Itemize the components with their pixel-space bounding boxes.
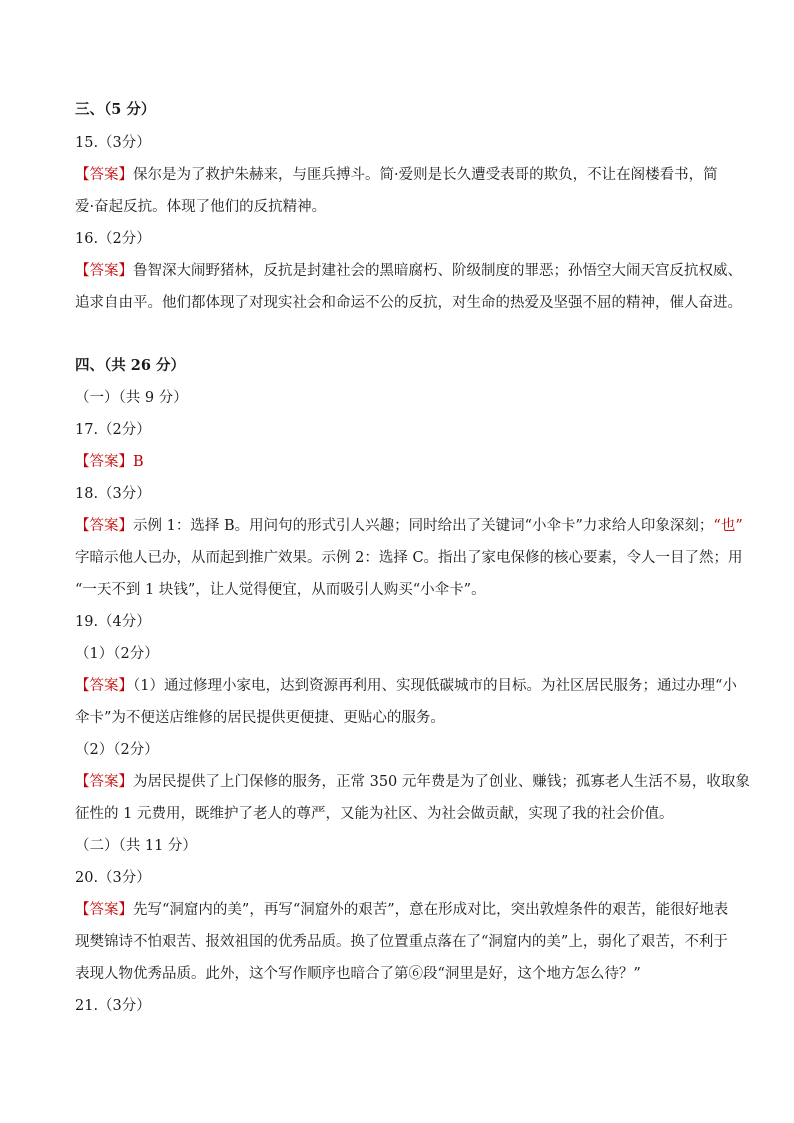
- question-15-number: 15.（3分）: [75, 135, 151, 151]
- answer-tag: 【答案】: [75, 774, 133, 790]
- question-19-sub-1-answer-line-2: 伞卡”为不便送店维修的居民提供更便捷、更贴心的服务。: [75, 710, 445, 726]
- answer-tag: 【答案】: [75, 518, 133, 534]
- question-18-answer-line-2: 字暗示他人已办，从而起到推广效果。示例 2：选择 C。指出了家电保修的核心要素，令人一目了然；用: [75, 550, 743, 566]
- question-19-number: 19.（4分）: [75, 614, 151, 630]
- question-16-answer-line-2: 追求自由平。他们都体现了对现实社会和命运不公的反抗，对生命的热爱及坚强不屈的精神，催人奋进。: [75, 295, 742, 311]
- question-15-answer-line-2: 爱·奋起反抗。体现了他们的反抗精神。: [75, 199, 327, 215]
- question-19-sub-1: （1）（2分）: [75, 646, 159, 662]
- answer-tag: 【答案】: [75, 902, 133, 918]
- question-19-sub-2-answer-line-2: 征性的 1 元费用，既维护了老人的尊严，又能为社区、为社会做贡献，实现了我的社会价值。: [75, 806, 674, 822]
- question-19-sub-2: （2）（2分）: [75, 742, 159, 758]
- question-16-number: 16.（2分）: [75, 231, 151, 247]
- answer-tag: 【答案】: [75, 263, 133, 279]
- question-15-answer-line-1: 【答案】保尔是为了救护朱赫来，与匪兵搏斗。简·爱则是长久遭受表哥的欺负，不让在阁楼看书，简: [75, 167, 718, 183]
- answer-tag: 【答案】: [75, 167, 133, 183]
- question-17-answer: 【答案】B: [75, 454, 144, 470]
- question-20-answer-line-1: 【答案】先写“洞窟内的美”，再写“洞窟外的艰苦”，意在形成对比，突出敦煌条件的艰苦，能很好地表: [75, 902, 729, 918]
- question-20-answer-line-2: 现樊锦诗不怕艰苦、报效祖国的优秀品质。换了位置重点落在了“洞窟内的美”上，弱化了艰苦，不利于: [75, 934, 728, 950]
- answer-tag: 【答案】: [75, 678, 133, 694]
- question-17-number: 17.（2分）: [75, 422, 151, 438]
- question-21-number: 21.（3分）: [75, 998, 151, 1014]
- question-20-answer-line-3: 表现人物优秀品质。此外，这个写作顺序也暗合了第⑥段“洞里是好，这个地方怎么待？”: [75, 966, 641, 982]
- answer-tag: 【答案】: [75, 454, 133, 470]
- question-18-answer-line-1: 【答案】示例 1：选择 B。用问句的形式引人兴趣；同时给出了关键词“小伞卡”力求给人印象深刻；“也”: [75, 518, 743, 534]
- question-18-answer-line-3: “一天不到 1 块钱”，让人觉得便宜，从而吸引人购买“小伞卡”。: [75, 582, 486, 598]
- part-2-title: （二）（共 11 分）: [75, 838, 197, 854]
- question-18-number: 18.（3分）: [75, 486, 151, 502]
- section-4-title: 四、（共 26 分）: [75, 357, 186, 374]
- section-3-title: 三、（5 分）: [75, 101, 156, 118]
- part-1-title: （一）（共 9 分）: [75, 390, 188, 406]
- question-19-sub-2-answer-line-1: 【答案】为居民提供了上门保修的服务，正常 350 元年费是为了创业、赚钱；孤寡老人生活不易，收取象: [75, 774, 750, 790]
- question-19-sub-1-answer-line-1: 【答案】（1）通过修理小家电，达到资源再利用、实现低碳城市的目标。为社区居民服务；通过办理“小: [75, 678, 737, 694]
- question-16-answer-line-1: 【答案】鲁智深大闹野猪林，反抗是封建社会的黑暗腐朽、阶级制度的罪恶；孙悟空大闹天宫反抗权威、: [75, 263, 742, 279]
- question-20-number: 20.（3分）: [75, 870, 151, 886]
